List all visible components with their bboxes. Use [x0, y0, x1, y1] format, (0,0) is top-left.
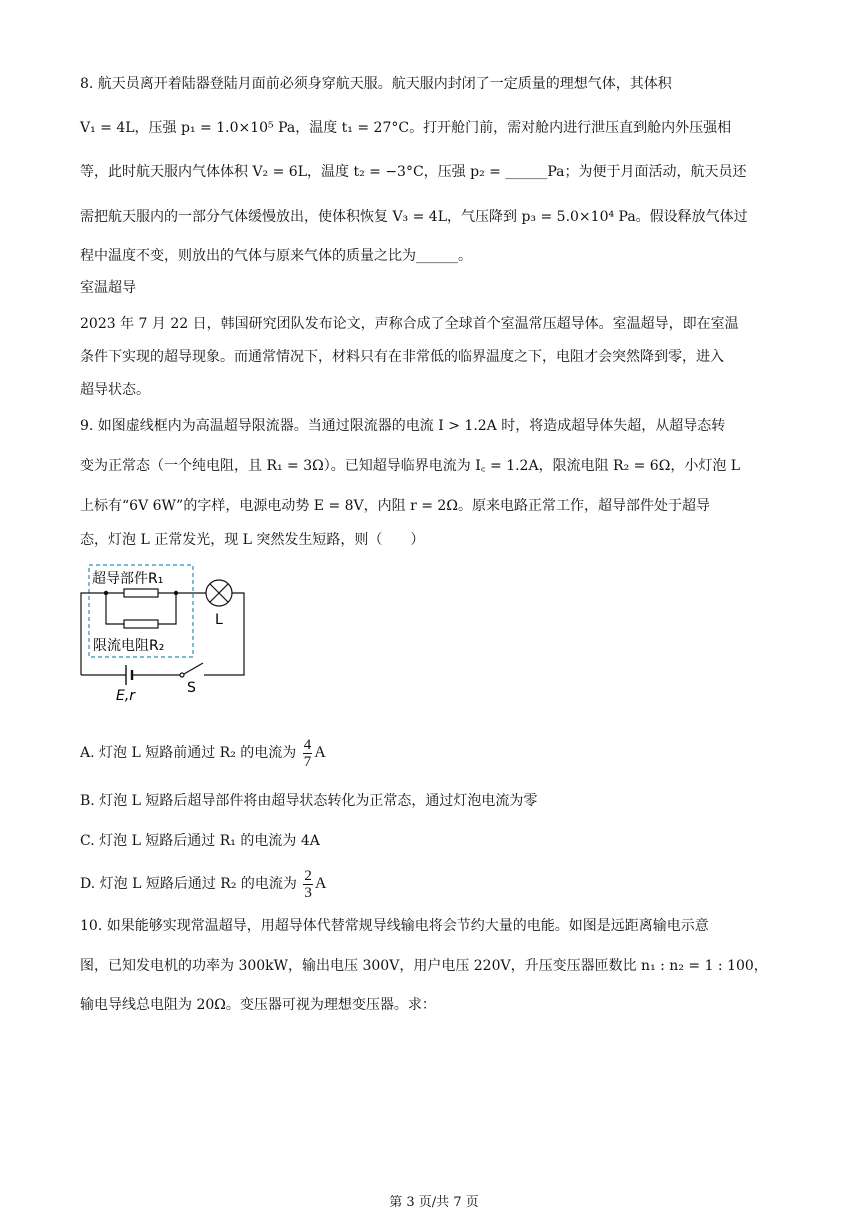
resistor-r2 [124, 620, 158, 628]
option-a-unit: A [314, 744, 326, 761]
q10-line-2: 图，已知发电机的功率为 300kW，输出电压 300V，用户电压 220V，升压变压器匝数比 n₁ : n₂ = 1 : 100， [80, 958, 768, 974]
label-lamp: L [215, 612, 223, 628]
q10-line-3: 输电导线总电阻为 20Ω。变压器可视为理想变压器。求： [80, 997, 436, 1013]
label-source: E,r [116, 688, 136, 704]
page-number: 第 3 页/共 7 页 [389, 1195, 479, 1210]
option-d-unit: A [314, 875, 327, 892]
circuit-diagram [76, 562, 256, 707]
q8-line-4: 需把航天服内的一部分气体缓慢放出，使体积恢复 V₃ = 4L，气压降到 p₃ = 5.0×10⁴ Pa。假设释放气体过 [80, 209, 748, 225]
switch-blade [184, 663, 203, 674]
label-superconductor-r1: 超导部件R₁ [92, 571, 164, 587]
q9-option-d [80, 864, 326, 904]
resistor-r1 [124, 589, 158, 597]
q8-line-1: 8. 航天员离开着陆器登陆月面前必须身穿航天服。航天服内封闭了一定质量的理想气体，其体积 [80, 76, 672, 92]
wire-left [81, 593, 106, 675]
switch-pivot [180, 673, 184, 677]
section-paragraph-line-2: 条件下实现的超导现象。而通常情况下，材料只有在非常低的临界温度之下，电阻才会突然降到零，进入 [80, 349, 724, 365]
section-paragraph-line-1: 2023 年 7 月 22 日，韩国研究团队发布论文，声称合成了全球首个室温常压超导体。室温超导，即在室温 [80, 316, 739, 332]
label-limit-resistor-r2: 限流电阻R₂ [93, 638, 165, 654]
q10-line-1: 10. 如果能够实现常温超导，用超导体代替常规导线输电将会节约大量的电能。如图是远距离输电示意 [80, 918, 709, 934]
q8-line-2: V₁ = 4L，压强 p₁ = 1.0×10⁵ Pa，温度 t₁ = 27°C。打开舱门前，需对舱内进行泄压直到舱内外压强相 [80, 120, 732, 136]
option-d-text: D. 灯泡 L 短路后通过 R₂ 的电流为 [80, 876, 297, 892]
q9-line-1: 9. 如图虚线框内为高温超导限流器。当通过限流器的电流 I > 1.2A 时，将造成超导体失超，从超导态转 [80, 418, 726, 434]
q9-line-4: 态，灯泡 L 正常发光，现 L 突然发生短路，则（ ） [80, 532, 425, 548]
q9-option-b: B. 灯泡 L 短路后超导部件将由超导状态转化为正常态，通过灯泡电流为零 [80, 793, 538, 809]
option-a-fraction: $\frac{4}{7}$ [303, 736, 312, 770]
q9-line-2: 变为正常态（一个纯电阻，且 R₁ = 3Ω）。已知超导临界电流为 I꜀ = 1.2A，限流电阻 R₂ = 6Ω，小灯泡 L [80, 458, 741, 474]
q8-line-3: 等，此时航天服内气体体积 V₂ = 6L，温度 t₂ = −3°C，压强 p₂ = ______Pa；为便于月面活动，航天员还 [80, 164, 747, 180]
q9-option-a [80, 733, 326, 773]
q9-option-c: C. 灯泡 L 短路后通过 R₁ 的电流为 4A [80, 833, 320, 849]
q9-line-3: 上标有“6V 6W”的字样，电源电动势 E = 8V，内阻 r = 2Ω。原来电路正常工作，超导部件处于超导 [80, 498, 710, 514]
section-title: 室温超导 [80, 280, 136, 296]
option-a-text: A. 灯泡 L 短路前通过 R₂ 的电流为 [80, 745, 297, 761]
q8-line-5: 程中温度不变，则放出的气体与原来气体的质量之比为______。 [80, 248, 472, 264]
option-d-fraction: $\frac{2}{3}$ [304, 867, 312, 901]
section-paragraph-line-3: 超导状态。 [80, 382, 150, 398]
label-switch: S [187, 680, 196, 696]
